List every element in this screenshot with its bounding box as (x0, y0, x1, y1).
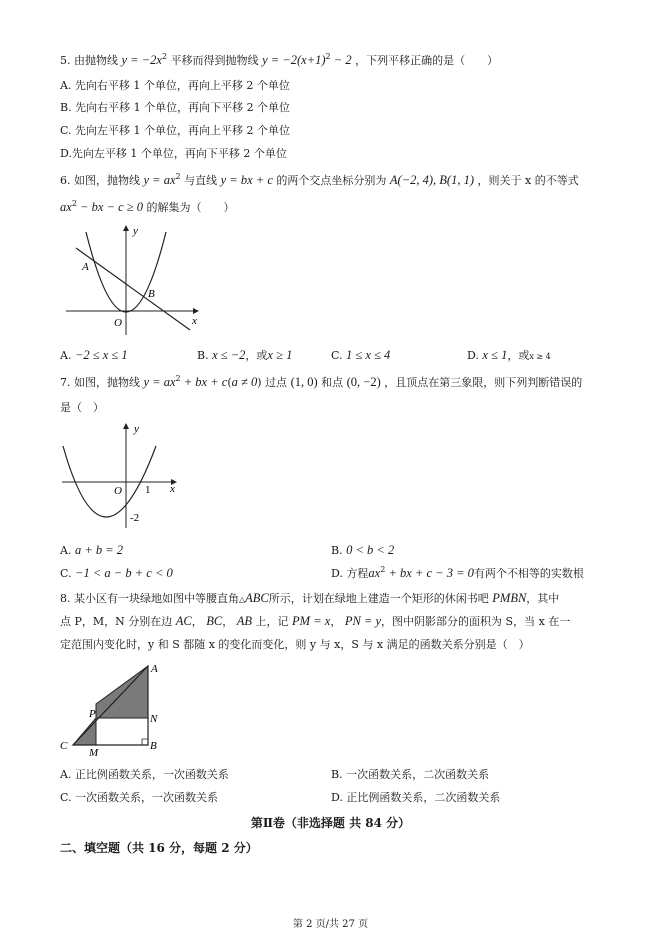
q8-option-a[interactable]: A. 正比例函数关系，一次函数关系 (60, 768, 229, 781)
q7-stem-line1: 7. 如图，抛物线 $y = ax^2$ + bx + c(a ≠ 0) 过点 (1, 0) 和点 (0, −2) ，且顶点在第三象限，则下列判断错误的 (60, 374, 583, 389)
q6-option-a[interactable]: A. −2 ≤ x ≤ 1 (60, 348, 128, 362)
section-ii-title: 第Ⅱ卷（非选择题 共 84 分） (250, 816, 411, 830)
minus-two-label: -2 (130, 512, 140, 524)
q5-option-c[interactable]: C. 先向左平移 1 个单位，再向上平移 2 个单位 (60, 124, 290, 137)
y-label: y (133, 225, 138, 237)
vertex-b-label: B (150, 740, 157, 752)
q8-figure (56, 660, 176, 756)
point-b-label: B (148, 288, 155, 300)
q6-stem-line1: 6. 如图，抛物线 $y = ax^2$ 与直线 y = bx + c 的两个交点坐标分别为 A(−2, 4), B(1, 1) ，则关于 x 的不等式 (60, 172, 579, 187)
point-a-label: A (82, 261, 89, 273)
q8-option-c[interactable]: C. 一次函数关系，一次函数关系 (60, 791, 219, 804)
q6-option-c[interactable]: C. 1 ≤ x ≤ 4 (331, 348, 391, 362)
origin-label: O (114, 485, 122, 497)
line-curve (76, 248, 190, 330)
q5-option-d[interactable]: D.先向左平移 1 个单位，再向下平移 2 个单位 (60, 147, 287, 160)
q6-option-b[interactable]: B. x ≤ −2，或x ≥ 1 (197, 348, 293, 362)
rectangle-pmbn (96, 718, 148, 745)
one-label: 1 (145, 484, 151, 496)
vertex-c-label: C (60, 740, 68, 752)
q6-figure (58, 220, 208, 340)
fill-in-heading: 二、填空题（共 16 分，每题 2 分） (60, 841, 258, 855)
q7-option-b[interactable]: B. 0 < b < 2 (331, 543, 395, 557)
q7-option-d[interactable]: D. 方程$ax^2$ + bx + c − 3 = 0有两个不相等的实数根 (331, 565, 584, 580)
q8-option-d[interactable]: D. 正比例函数关系，二次函数关系 (331, 791, 501, 804)
q7-figure (58, 420, 188, 532)
x-label: x (192, 315, 197, 327)
q7-stem-line2: 是（ ） (60, 401, 104, 414)
x-label: x (170, 483, 175, 495)
point-p-label: P (89, 708, 96, 720)
q5-option-a[interactable]: A. 先向右平移 1 个单位，再向上平移 2 个单位 (60, 79, 290, 92)
q8-stem-line1: 8. 某小区有一块绿地如图中等腰直角△ABC所示，计划在绿地上建造一个矩形的休闲书吧 PMBN，其中 (60, 591, 560, 605)
q8-stem-line2: 点 P，M，N 分别在边 AC， BC， AB 上，记 PM = x， PN = y，图中阴影部分的面积为 S，当 x 在一 (60, 614, 571, 628)
point-m-label: M (89, 747, 99, 756)
origin-label: O (114, 317, 122, 329)
q5-stem: 5. 由抛物线 $y = -2x^2$ 平移而得到抛物线 $y = -2(x+1)^2 - 2$ ，下列平移正确的是（ ） (60, 52, 499, 67)
vertex-a-label: A (151, 663, 158, 675)
q7-option-c[interactable]: C. −1 < a − b + c < 0 (60, 566, 173, 580)
q8-stem-line3: 定范围内变化时，y 和 S 都随 x 的变化而变化，则 y 与 x，S 与 x 满足的函数关系分别是（ ） (60, 638, 530, 651)
y-label: y (134, 423, 139, 435)
q6-stem-line2: $ax^2$ − bx − c ≥ 0 的解集为（ ） (60, 199, 235, 214)
point-n-label: N (150, 713, 158, 725)
q7-option-a[interactable]: A. a + b = 2 (60, 543, 124, 557)
q6-option-d[interactable]: D. x ≤ 1，或x ≥ 4 (467, 348, 551, 362)
page-footer: 第 2 页/共 27 页 (292, 919, 369, 930)
q8-option-b[interactable]: B. 一次函数关系，二次函数关系 (331, 768, 490, 781)
q5-option-b[interactable]: B. 先向右平移 1 个单位，再向下平移 2 个单位 (60, 101, 291, 114)
